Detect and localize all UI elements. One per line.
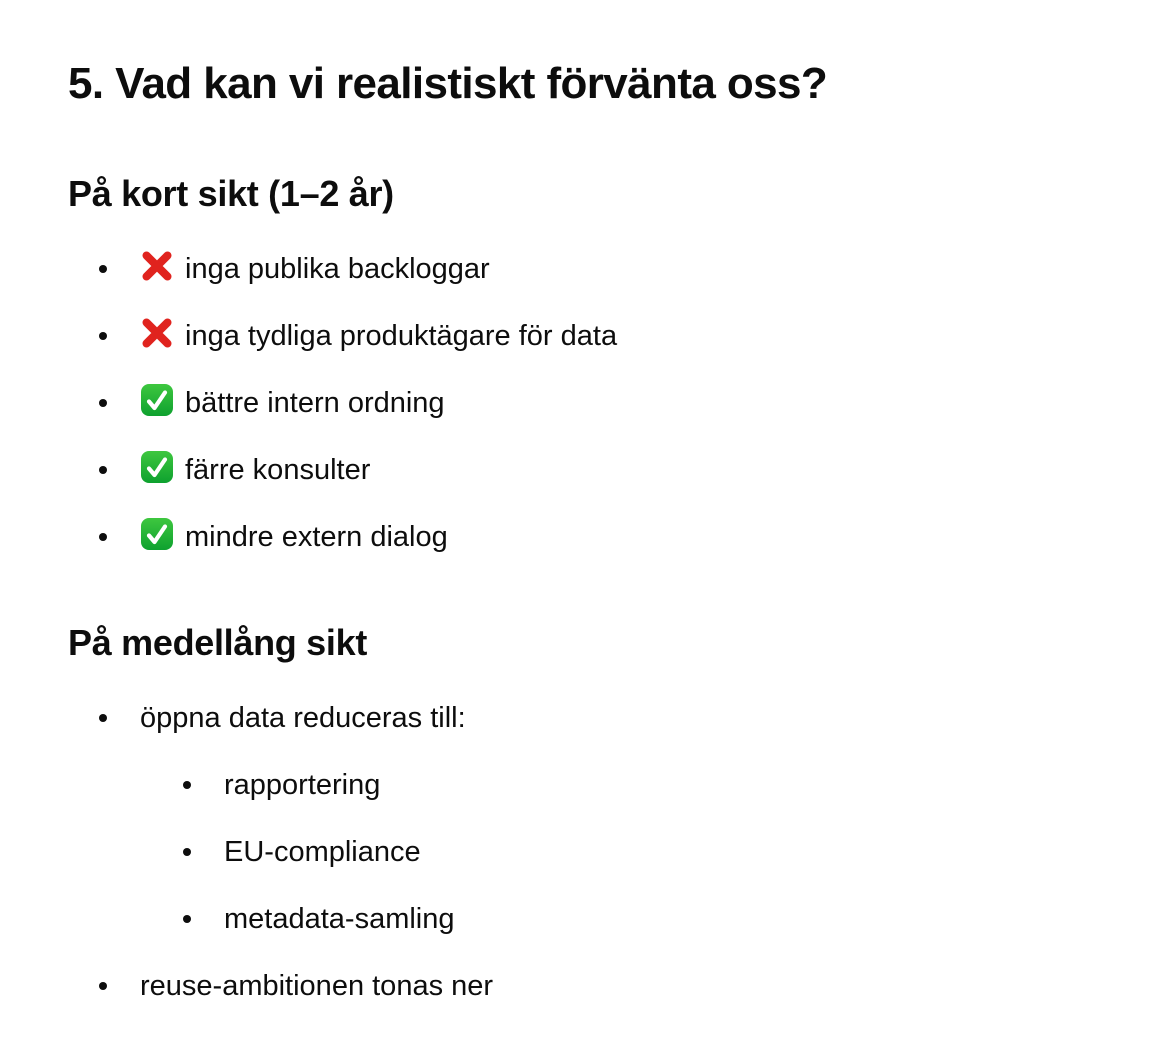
list-item [68, 515, 1080, 559]
list-item-text: inga publika backloggar [185, 253, 490, 285]
heading-medium-term: På medellång sikt [68, 622, 368, 663]
cross-mark-icon [140, 249, 174, 283]
page-title: 5. Vad kan vi realistiskt förvänta oss? [68, 59, 828, 108]
list-item-text: inga tydliga produktägare för data [185, 320, 618, 352]
list-item-text: rapportering [224, 769, 381, 801]
list-item [68, 314, 1080, 358]
nested-list-item [140, 897, 1080, 941]
list-item [68, 964, 1080, 1008]
list-item [68, 448, 1080, 492]
short-term-list [68, 247, 1080, 559]
nested-list [140, 763, 1080, 941]
medium-term-list [68, 696, 1080, 1008]
nested-list-item [140, 763, 1080, 807]
list-item-text: metadata-samling [224, 903, 455, 935]
list-item [68, 247, 1080, 291]
check-mark-icon [140, 383, 174, 417]
list-item-text: mindre extern dialog [185, 521, 448, 553]
nested-list-item [140, 830, 1080, 874]
list-item-text: bättre intern ordning [185, 387, 445, 419]
list-item-text: reuse-ambitionen tonas ner [140, 970, 494, 1002]
check-mark-icon [140, 517, 174, 551]
list-item-text: öppna data reduceras till: [140, 702, 466, 734]
check-mark-icon [140, 450, 174, 484]
list-item-text: EU-compliance [224, 836, 421, 868]
heading-short-term: På kort sikt (1–2 år) [68, 173, 394, 214]
list-item [68, 696, 1080, 941]
cross-mark-icon [140, 316, 174, 350]
list-item-text: färre konsulter [185, 454, 371, 486]
list-item [68, 381, 1080, 425]
